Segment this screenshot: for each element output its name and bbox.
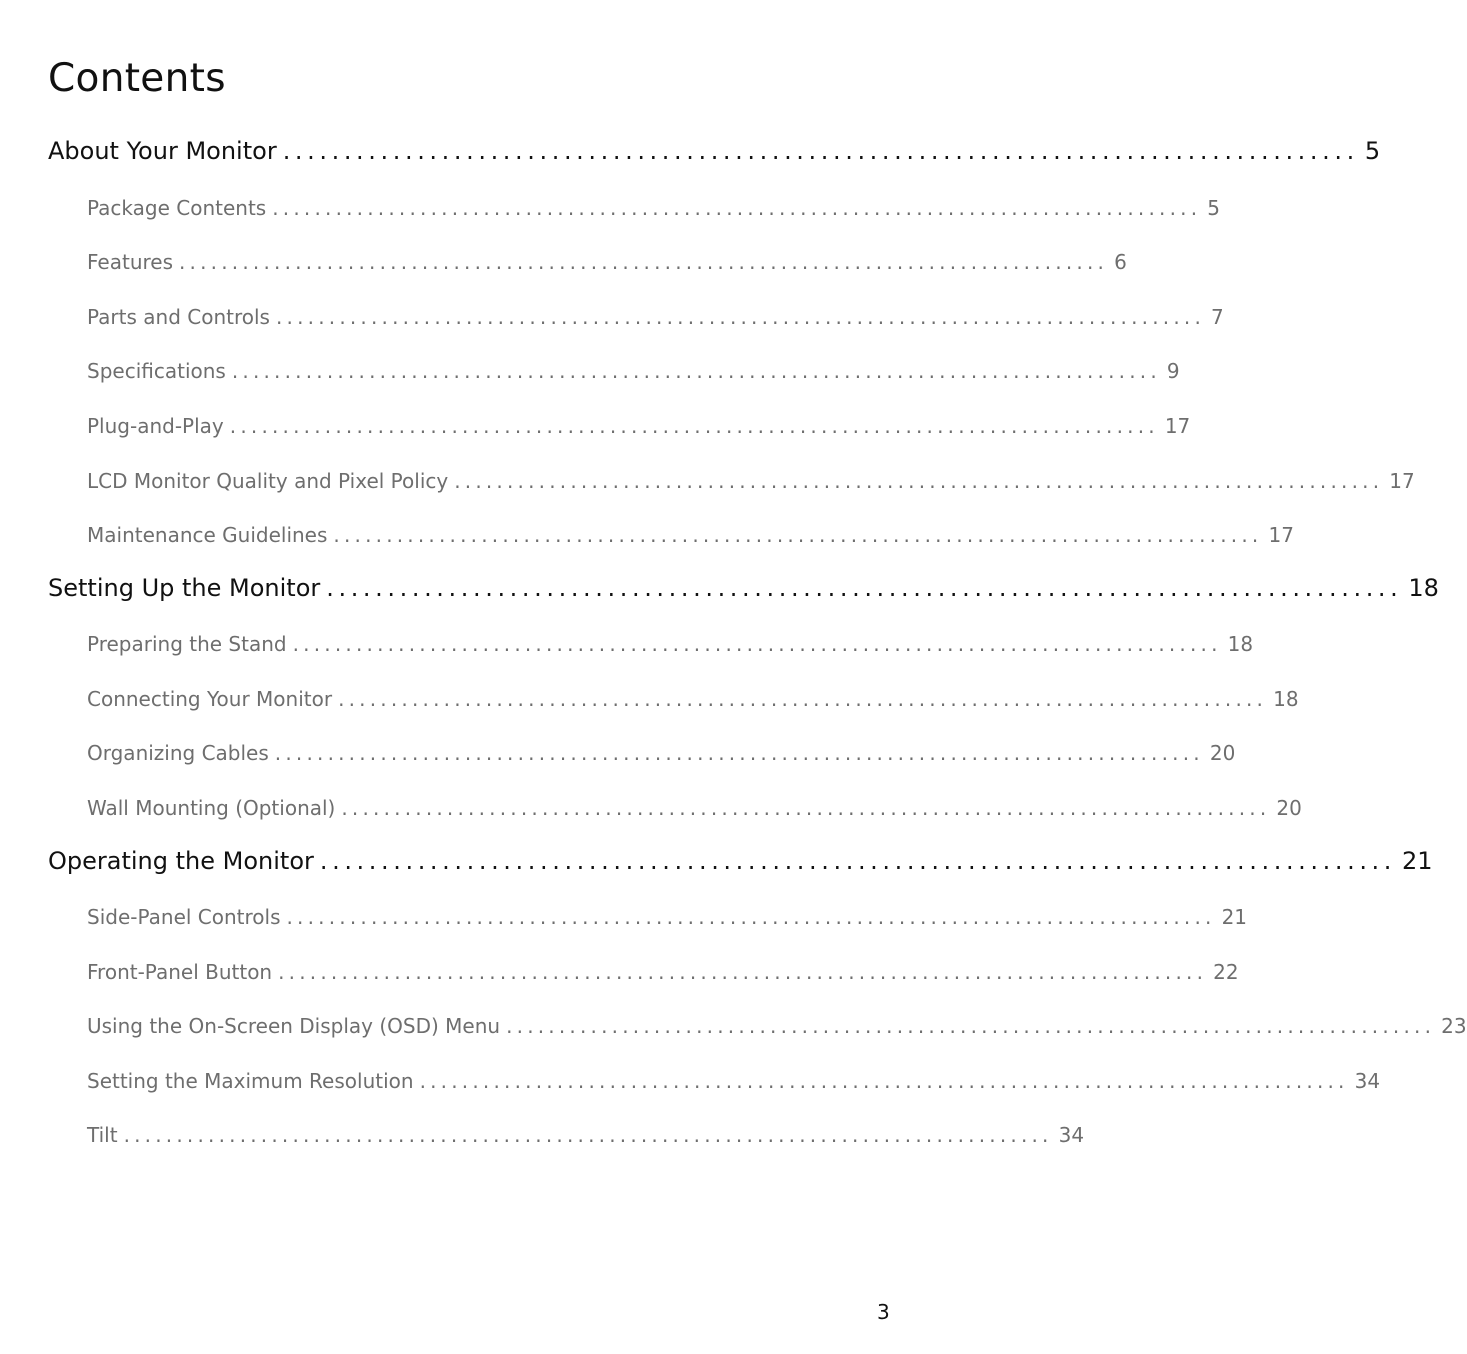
toc-page-number: 17 bbox=[1389, 469, 1415, 493]
dot-leader: ........................................................................................ bbox=[229, 414, 1159, 438]
toc-entry-label: Organizing Cables bbox=[87, 741, 269, 765]
toc-section-entry[interactable] bbox=[87, 305, 1224, 329]
toc-section-entry[interactable] bbox=[87, 687, 1299, 711]
toc-entry-label: Using the On-Screen Display (OSD) Menu bbox=[87, 1014, 501, 1038]
toc-section-entry[interactable] bbox=[87, 250, 1127, 274]
toc-page-number: 20 bbox=[1276, 796, 1302, 820]
toc-page-number: 6 bbox=[1114, 250, 1127, 274]
toc-entry-label: Tilt bbox=[87, 1123, 118, 1147]
dot-leader: ........................................................................................ bbox=[231, 359, 1161, 383]
toc-page-number: 9 bbox=[1166, 359, 1180, 383]
toc-entry-label: Operating the Monitor bbox=[48, 847, 314, 875]
toc-page-number: 17 bbox=[1164, 414, 1191, 438]
toc-section-entry[interactable] bbox=[87, 469, 1415, 493]
toc-page-number: 18 bbox=[1273, 687, 1299, 711]
toc-page-number: 34 bbox=[1354, 1069, 1381, 1093]
toc-page-number: 5 bbox=[1364, 137, 1381, 165]
toc-section-entry[interactable] bbox=[87, 632, 1254, 656]
toc-chapter-entry[interactable] bbox=[48, 847, 1433, 875]
dot-leader: ........................................................................................ bbox=[286, 905, 1216, 929]
toc-entry-label: Side-Panel Controls bbox=[87, 905, 281, 929]
toc-entry-label: Connecting Your Monitor bbox=[87, 687, 333, 711]
dot-leader: ........................................................................................ bbox=[338, 687, 1268, 711]
toc-page-number: 18 bbox=[1227, 632, 1254, 656]
toc-chapter-entry[interactable] bbox=[48, 137, 1381, 165]
toc-page-number: 22 bbox=[1213, 960, 1239, 984]
dot-leader: ........................................................................................ bbox=[333, 523, 1263, 547]
page-title: Contents bbox=[48, 56, 226, 101]
dot-leader: ........................................................................................ bbox=[292, 632, 1222, 656]
toc-section-entry[interactable] bbox=[87, 1069, 1381, 1093]
toc-entry-label: Specifications bbox=[87, 359, 226, 383]
toc-section-entry[interactable] bbox=[87, 905, 1248, 929]
toc-page-number: 5 bbox=[1207, 196, 1221, 220]
dot-leader: ........................................................................................ bbox=[341, 796, 1271, 820]
toc-page-number: 34 bbox=[1058, 1123, 1085, 1147]
toc-entry-label: Package Contents bbox=[87, 196, 267, 220]
dot-leader: ........................................................................................ bbox=[282, 137, 1359, 165]
toc-section-entry[interactable] bbox=[87, 960, 1239, 984]
dot-leader: ........................................................................................ bbox=[506, 1014, 1436, 1038]
dot-leader: ........................................................................................ bbox=[274, 741, 1204, 765]
toc-section-entry[interactable] bbox=[87, 1014, 1467, 1038]
toc-section-entry[interactable] bbox=[87, 741, 1236, 765]
toc-entry-label: Preparing the Stand bbox=[87, 632, 287, 656]
toc-section-entry[interactable] bbox=[87, 196, 1221, 220]
toc-page-number: 20 bbox=[1209, 741, 1236, 765]
toc-entry-label: Features bbox=[87, 250, 173, 274]
toc-entry-label: Front-Panel Button bbox=[87, 960, 273, 984]
toc-section-entry[interactable] bbox=[87, 796, 1302, 820]
dot-leader: ........................................................................................ bbox=[454, 469, 1384, 493]
toc-entry-label: Parts and Controls bbox=[87, 305, 270, 329]
toc-page-number: 21 bbox=[1402, 847, 1433, 875]
dot-leader: ........................................................................................ bbox=[275, 305, 1206, 329]
dot-leader: ........................................................................................ bbox=[278, 960, 1208, 984]
dot-leader: ........................................................................................ bbox=[419, 1069, 1349, 1093]
toc-entry-label: About Your Monitor bbox=[48, 137, 277, 165]
toc-entry-label: Setting Up the Monitor bbox=[48, 574, 321, 602]
toc-entry-label: Setting the Maximum Resolution bbox=[87, 1069, 414, 1093]
toc-entry-label: Wall Mounting (Optional) bbox=[87, 796, 336, 820]
toc-section-entry[interactable] bbox=[87, 359, 1180, 383]
toc-page-number: 23 bbox=[1441, 1014, 1467, 1038]
toc-page-number: 18 bbox=[1408, 574, 1439, 602]
toc-page-number: 21 bbox=[1221, 905, 1248, 929]
toc-section-entry[interactable] bbox=[87, 1123, 1085, 1147]
dot-leader: ........................................................................................ bbox=[272, 196, 1202, 220]
toc-entry-label: Maintenance Guidelines bbox=[87, 523, 328, 547]
toc-entry-label: LCD Monitor Quality and Pixel Policy bbox=[87, 469, 449, 493]
toc-chapter-entry[interactable] bbox=[48, 574, 1439, 602]
toc-entry-label: Plug-and-Play bbox=[87, 414, 224, 438]
page-number: 3 bbox=[877, 1300, 890, 1324]
toc-section-entry[interactable] bbox=[87, 414, 1191, 438]
dot-leader: ........................................................................................ bbox=[123, 1123, 1053, 1147]
toc-section-entry[interactable] bbox=[87, 523, 1294, 547]
toc-page-number: 17 bbox=[1268, 523, 1294, 547]
dot-leader: ........................................................................................ bbox=[326, 574, 1403, 602]
dot-leader: ........................................................................................ bbox=[319, 847, 1397, 875]
dot-leader: ........................................................................................ bbox=[179, 250, 1109, 274]
toc-page-number: 7 bbox=[1211, 305, 1224, 329]
